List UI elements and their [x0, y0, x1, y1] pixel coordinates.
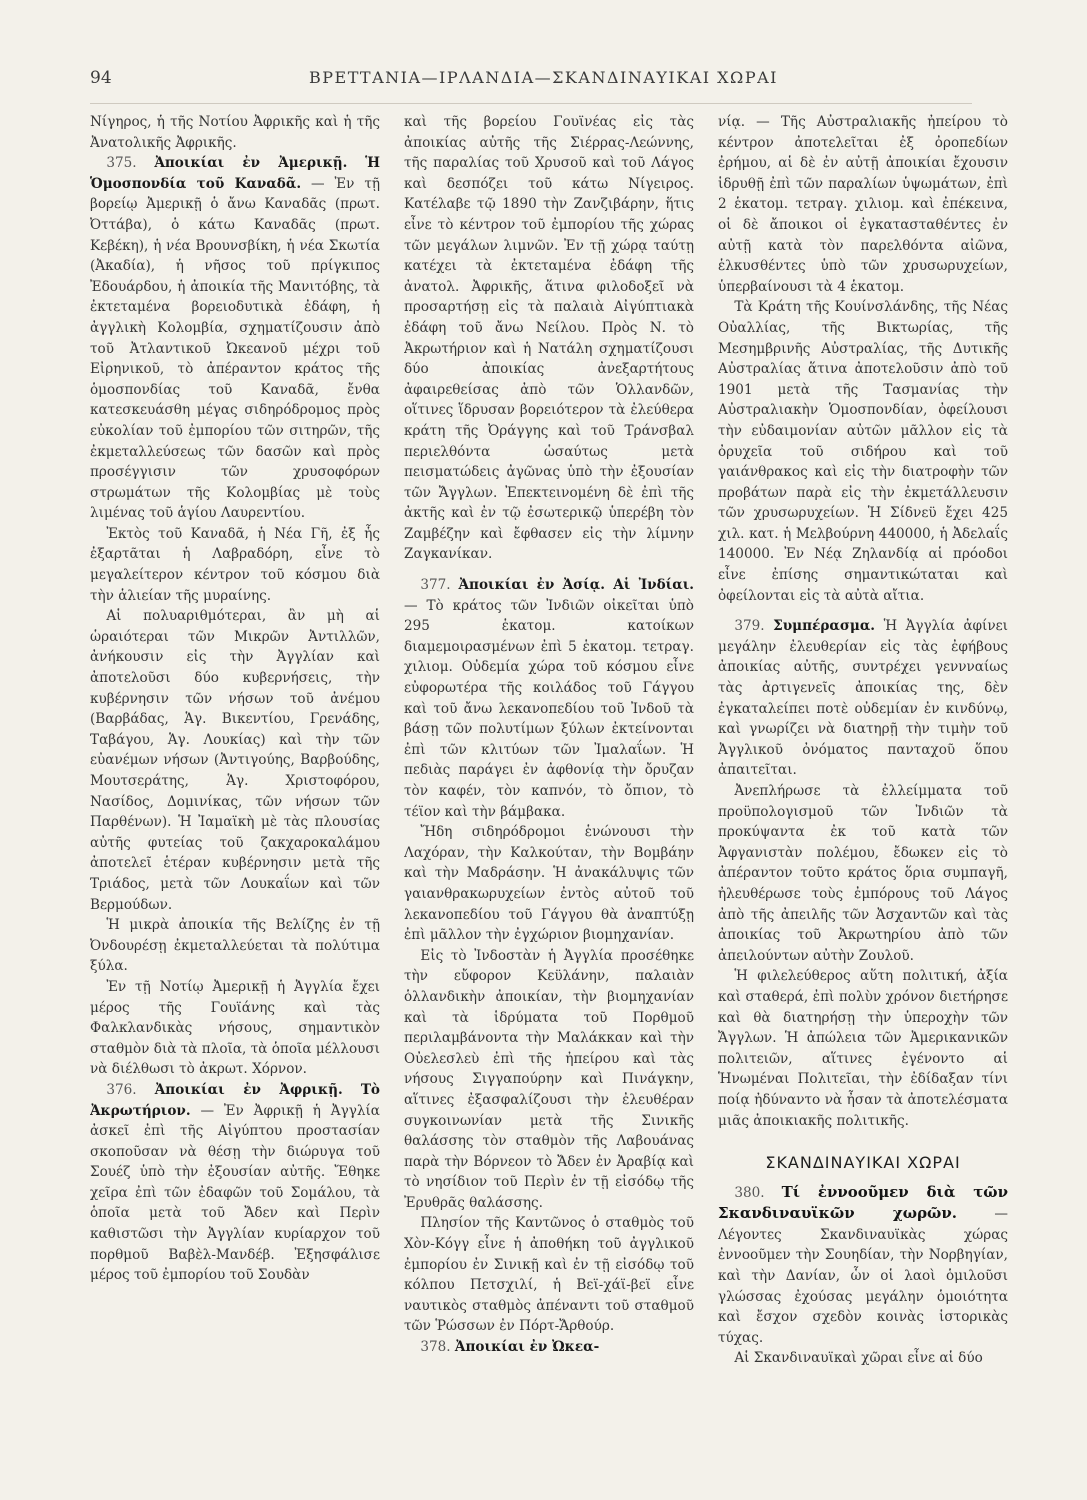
section-377	[404, 575, 694, 822]
header-rule	[90, 103, 972, 104]
section-title: Ἀποικίαι ἐν Ἀφρικῇ.	[154, 1081, 343, 1098]
section-number: 377.	[420, 577, 451, 594]
section-375	[90, 153, 380, 524]
section-title: Συμπέρασμα.	[773, 618, 876, 635]
chapter-heading: ΣΚΑΝΔΙΝΑΥΙΚΑΙ ΧΩΡΑΙ	[765, 1153, 961, 1173]
section-number: 380.	[734, 1184, 765, 1201]
paragraph: Ἀνεπλήρωσε τὰ ἐλλείμματα τοῦ προϋπολογισμοῦ τῶν Ἰνδιῶν τὰ προκύψαντα ἐκ τοῦ κατὰ τῶν Ἀφγανιστὰν πολέμου, ἔδωκεν εἰς τὸ ἀπέραντον τοῦτο κράτος ὅρια συμπαγῆ, ἠλευθέρωσε τοὺς ἐμπόρους τοῦ Λάγος ἀπὸ τῆς ἀπειλῆς τῶν Ἀσχαντῶν καὶ τὰς ἀποικίας τοῦ Ἀκρωτηρίου ἀπὸ τῶν ἀπειλούντων αὐτὴν Ζουλοῦ.	[718, 783, 1008, 964]
paragraph: Εἰς τὸ Ἰνδοστὰν ἡ Ἀγγλία προσέθηκε τὴν εὔφορον Κεϋλάνην, παλαιὰν ὁλλανδικὴν ἀποικίαν, τὴν βιομηχανίαν καὶ τὰ ἱδρύματα τοῦ Πορθμοῦ περιλαμβάνοντα τὴν Μαλάκκαν καὶ τὴν Οὐελεσλεὺ ἐπὶ τῆς ἠπείρου καὶ τὰς νήσους Σιγγαπούρην καὶ Πινάγκην, αἵτινες ἐξασφαλίζουσι τὴν ἐλευθέραν συγκοινωνίαν μετὰ τῆς Σινικῆς θαλάσσης τὸν σταθμὸν τῆς Λαβουάνας παρὰ τὴν Βόρνεον τὸ Ἄδεν ἐν Ἀραβίᾳ καὶ τὸ νησίδιον τοῦ Περὶν ἐν τῇ εἰσόδῳ τῆς Ἐρυθρᾶς θαλάσσης.	[404, 947, 694, 1211]
section-text: — Ἐν Ἀφρικῇ ἡ Ἀγγλία ἀσκεῖ ἐπὶ τῆς Αἰγύπτου προστασίαν σκοποῦσαν νὰ θέσῃ τὴν διώρυγα τοῦ Σουέζ ὑπὸ τὴν ἐξουσίαν αὐτῆς. Ἔθηκε χεῖρα ἐπὶ τῶν ἐδαφῶν τοῦ Σομάλου, τὰ ὁποῖα μετὰ τοῦ Ἄδεν καὶ Περὶν καθιστῶσι τὴν Ἀγγλίαν κυρίαρχον τοῦ πορθμοῦ Βαβὲλ-Μανδέβ. Ἐξησφάλισε μέρος τοῦ ἐμπορίου τοῦ Σουδὰν	[90, 1102, 380, 1284]
paragraph: καὶ τῆς βορείου Γουϊνέας εἰς τὰς ἀποικίας αὐτῆς τῆς Σιέρρας-Λεώννης, τῆς παραλίας τοῦ Χρυσοῦ καὶ τοῦ Λάγος καὶ δεσπόζει τοῦ κάτω Νίγειρος. Κατέλαβε τῷ 1890 τὴν Ζανζιβάρην, ἥτις εἶνε τὸ κέντρον τοῦ ἐμπορίου τῆς χώρας τῶν μεγάλων λιμνῶν. Ἐν τῇ χώρᾳ ταύτῃ κατέχει τὰ ἐκτεταμένα ἐδάφη τῆς ἀνατολ. Ἀφρικῆς, ἅτινα φιλοδοξεῖ νὰ προσαρτήσῃ εἰς τὰ παλαιὰ Αἰγύπτιακὰ ἐδάφη τοῦ ἄνω Νείλου. Πρὸς Ν. τὸ Ἀκρωτήριον καὶ ἡ Νατάλη σχηματίζουσι δύο ἀποικίας ἀνεξαρτήτους ἀφαιρεθείσας ἀπὸ τῶν Ὁλλανδῶν, οἵτινες ἵδρυσαν βορειότερον τὰ ἐλεύθερα κράτη τῆς Ὀράγγης καὶ τοῦ Τράνσβαλ περιελθόντα ὡσαύτως μετὰ πεισματώδεις ἀγῶνας ὑπὸ τὴν ἐξουσίαν τῶν Ἄγγλων. Ἐπεκτεινομένη δὲ ἐπὶ τῆς ἀκτῆς καὶ ἐν τῷ ἐσωτερικῷ ὑπερέβη τὸν Ζαμβέζην καὶ ἔφθασεν εἰς τὴν λίμνην Ζαγκανίκαν.	[404, 114, 694, 563]
column-middle	[404, 112, 694, 1432]
section-text: — Ἐν τῇ βορείῳ Ἀμερικῇ ὁ ἄνω Καναδᾶς (πρωτ. Ὀττάβα), ὁ κάτω Καναδᾶς (πρωτ. Κεβέκη), ἡ νέα Βρουνσβίκη, ἡ νέα Σκωτία (Ἀκαδία), ἡ νῆσος τοῦ πρίγκιπος Ἐδουάρδου, ἡ ἀποικία τῆς Μανιτόβης, τὰ ἐκτεταμένα βορειοδυτικὰ ἐδάφη, ἡ ἀγγλικὴ Κολομβία, σχηματίζουσιν ἀπὸ τοῦ Ἀτλαντικοῦ Ὠκεανοῦ μέχρι τοῦ Εἰρηνικοῦ, τὸ ἀπέραντον κράτος τῆς ὁμοσπονδίας τοῦ Καναδᾶ, ἔνθα κατεσκευάσθη μέγας σιδηρόδρομος πρὸς εὐκολίαν τοῦ ἐμπορίου τῶν σιτηρῶν, τῆς ἐκμεταλλεύσεως τῶν δασῶν καὶ πρὸς προσέγγισιν τῶν χρυσοφόρων στρωμάτων τῆς Κολομβίας μὲ τοὺς λιμένας τοῦ ἁγίου Λαυρεντίου.	[90, 175, 380, 522]
paragraph: Τὰ Κράτη τῆς Κουίνσλάνδης, τῆς Νέας Οὐαλλίας, τῆς Βικτωρίας, τῆς Μεσημβρινῆς Αὐστραλίας, τῆς Δυτικῆς Αὐστραλίας ἅτινα ἀποτελοῦσιν ἀπὸ τοῦ 1901 μετὰ τῆς Τασμανίας τὴν Αὐστραλιακὴν Ὁμοσπονδίαν, ὀφείλουσι τὴν εὐδαιμονίαν αὐτῶν μᾶλλον εἰς τὰ ὀρυχεῖα τοῦ σιδήρου καὶ τοῦ γαιάνθρακος καὶ εἰς τὴν διατροφὴν τῶν προβάτων παρὰ εἰς τὴν ἐκμετάλλευσιν τῶν χρυσωρυχείων. Ἡ Σίδνεϋ ἔχει 425 χιλ. κατ. ἡ Μελβούρνη 440000, ἡ Ἀδελαΐς 140000. Ἐν Νέᾳ Ζηλανδίᾳ αἱ πρόοδοι εἶνε ἐπίσης σημαντικώταται καὶ ὀφείλονται εἰς τὰ αὐτὰ αἴτια.	[718, 299, 1008, 604]
column-left	[90, 112, 380, 1432]
paragraph: Ἡ μικρὰ ἀποικία τῆς Βελίζης ἐν τῇ Ὀνδουρέσῃ ἐκμεταλλεύεται τὰ πολύτιμα ξύλα.	[90, 917, 380, 975]
section-number: 378.	[420, 1339, 451, 1356]
section-title: Τί ἐννοοῦμεν διὰ τῶν Σκανδιναυϊκῶν χωρῶν.	[718, 1182, 1008, 1223]
section-number: 375.	[106, 155, 137, 172]
paragraph: Πλησίον τῆς Καντῶνος ὁ σταθμὸς τοῦ Χὸν-Κόγγ εἶνε ἡ ἀποθήκη τοῦ ἀγγλικοῦ ἐμπορίου ἐν Σινικῇ καὶ ἐν τῇ εἰσόδῳ τοῦ κόλπου Πετσχιλί, ἡ Βεϊ-χάϊ-βεϊ εἶνε ναυτικὸς σταθμὸς ἀπέναντι τοῦ σταθμοῦ τῶν Ῥώσσων ἐν Πόρτ-Ἄρθούρ.	[404, 1215, 694, 1335]
paragraph: Ἐν τῇ Νοτίῳ Ἀμερικῇ ἡ Ἀγγλία ἔχει μέρος τῆς Γουϊάνης καὶ τὰς Φαλκλανδικὰς νήσους, σημαντικὸν σταθμὸν διὰ τὰ πλοῖα, τὰ ὁποῖα μέλλουσι νὰ διέλθωσι τὸ ἀκρωτ. Χόρνον.	[90, 978, 380, 1078]
running-title: ΒΡΕΤΤΑΝΙΑ—ΙΡΛΑΝΔΙΑ—ΣΚΑΝΔΙΝΑΥΙΚΑΙ ΧΩΡΑΙ	[309, 68, 778, 87]
paragraph: Νίγηρος, ἡ τῆς Νοτίου Ἀφρικῆς καὶ ἡ τῆς Ἀνατολικῆς Ἀφρικῆς.	[90, 114, 380, 151]
section-380	[718, 1182, 1008, 1349]
section-text: Ἡ Ἀγγλία ἀφίνει μεγάλην ἐλευθερίαν εἰς τὰς ἐφήβους ἀποικίας αὐτῆς, συντρέχει γεννναίως τὰς ἀρτιγενεῖς ἀποικίας της, δὲν ἐγκαταλείπει ποτὲ οὐδεμίαν ἐν κινδύνῳ, καὶ γνωρίζει νὰ διατηρῇ τὴν τιμὴν τοῦ Ἀγγλικοῦ ὀνόματος πανταχοῦ ὅπου ἀπαιτεῖται.	[718, 618, 1008, 779]
paragraph: Αἱ Σκανδιναυϊκαὶ χῶραι εἶνε αἱ δύο	[734, 1350, 983, 1367]
paragraph: Ἡ φιλελεύθερος αὕτη πολιτική, ἀξία καὶ σταθερά, ἐπὶ πολὺν χρόνον διετήρησε καὶ θὰ διατηρήσῃ τὴν ὑπεροχὴν τῶν Ἄγγλων. Ἡ ἀπώλεια τῶν Ἀμερικανικῶν πολιτειῶν, αἵτινες ἐγένοντο αἱ Ἡνωμέναι Πολιτεῖαι, τὴν ἐδίδαξαν τίνι ποίᾳ ἠδύναντο νὰ ἦσαν τὰ ἀποτελέσματα μιᾶς ἀποικιακῆς πολιτικῆς.	[718, 968, 1008, 1129]
section-378	[404, 1337, 694, 1358]
section-title: Ἀποικίαι ἐν Ὠκεα-	[454, 1339, 600, 1356]
paragraph: Ἐκτὸς τοῦ Καναδᾶ, ἡ Νέα Γῆ, ἐξ ἧς ἐξαρτᾶται ἡ Λαβραδόρη, εἶνε τὸ μεγαλείτερον κέντρον τοῦ κόσμου διὰ τὴν ἁλιείαν τῆς μυραίνης.	[90, 525, 380, 604]
section-number: 379.	[734, 618, 765, 635]
section-text: — Τὸ κράτος τῶν Ἰνδιῶν οἰκεῖται ὑπὸ 295 ἑκατομ. κατοίκων διαμεμοιρασμένων ἐπὶ 5 ἑκατομ. τετραγ. χιλιομ. Οὐδεμία χώρα τοῦ κόσμου εἶνε εὐφορωτέρα τῆς κοιλάδος τοῦ Γάγγου καὶ τοῦ ἄνω λεκανοπεδίου τοῦ Ἰνδοῦ τὰ βάσῃ τῶν πολυτίμων ξύλων ἐκτείνονται ἐπὶ τῶν κλιτύων τῶν Ἰμαλαΐων. Ἡ πεδιὰς παράγει ἐν ἀφθονίᾳ τὴν ὄρυζαν τὸν καφέν, τὸν καπνόν, τὸ ὄπιον, τὸ τέϊον καὶ τὴν βάμβακα.	[404, 597, 694, 820]
section-number: 376.	[106, 1081, 137, 1098]
page-number: 94	[90, 68, 112, 88]
paragraph: νίᾳ. — Τῆς Αὐστραλιακῆς ἠπείρου τὸ κέντρον ἀποτελεῖται ἐξ ὀροπεδίων ἐρήμου, αἱ δὲ ἐν αὐτῇ ἀποικίαι ἔχουσιν ἱδρυθῇ ἐπὶ τῶν παραλίων ὑψωμάτων, ἐπὶ 2 ἑκατομ. τετραγ. χιλιομ. καὶ ἐπέκεινα, οἱ δὲ ἄποικοι οἱ ἐγκατασταθέντες ἐν αὐτῇ κατὰ τὸν παρελθόντα αἰῶνα, ἑλκυσθέντες ὑπὸ τῶν χρυσωρυχείων, ὑπερβαίνουσι τὰ 4 ἑκατομ.	[718, 114, 1008, 295]
section-subtitle: Ἡ Ὁμοσπονδία τοῦ Καναδᾶ.	[90, 155, 380, 192]
section-title: Ἀποικίαι ἐν Ἀμερικῇ.	[154, 155, 348, 172]
section-title: Ἀποικίαι ἐν Ἀσίᾳ. Αἱ Ἰνδίαι.	[458, 577, 694, 594]
paragraph: Ἤδη σιδηρόδρομοι ἑνώνουσι τὴν Λαχόραν, τὴν Καλκούταν, τὴν Βομβάην καὶ τὴν Μαδράσην. Ἡ ἀνακάλυψις τῶν γαιανθρακωρυχείων ἐντὸς αὐτοῦ τοῦ λεκανοπεδίου τοῦ Γάγγου θὰ ἀναπτύξῃ ἐπὶ μᾶλλον τὴν ἐγχώριον βιομηχανίαν.	[404, 824, 694, 944]
paragraph: Αἱ πολυαριθμότεραι, ἂν μὴ αἱ ὡραιότεραι τῶν Μικρῶν Ἀντιλλῶν, ἀνήκουσιν εἰς τὴν Ἀγγλίαν καὶ ἀποτελοῦσι δύο κυβερνήσεις, τὴν κυβέρνησιν τῶν νήσων τοῦ ἀνέμου (Βαρβάδας, Ἁγ. Βικεντίου, Γρενάδης, Ταβάγου, Ἁγ. Λουκίας) καὶ τὴν τῶν εὐανέμων νήσων (Ἀντιγούης, Βαρβούδης, Μουτσεράτης, Ἁγ. Χριστοφόρου, Νασίδος, Δομινίκας, τῶν νήσων τῶν Παρθένων). Ἡ Ἰαμαϊκὴ μὲ τὰς πλουσίας αὐτῆς φυτείας τοῦ ζακχαροκαλάμου ἀποτελεῖ ἑτέραν κυβέρνησιν μετὰ τῆς Τριάδος, μετὰ τῶν Λουκαΐων καὶ τῶν Βερμούδων.	[90, 608, 380, 913]
column-right	[718, 112, 1008, 1432]
section-text: — Λέγοντες Σκανδιναυϊκὰς χώρας ἐννοοῦμεν τὴν Σουηδίαν, τὴν Νορβηγίαν, καὶ τὴν Δανίαν, ὧν οἱ λαοὶ ὁμιλοῦσι γλώσσας ἐχούσας μεγάλην ὁμοιότητα καὶ ἔσχον σχεδὸν κοινὰς ἱστορικὰς τύχας.	[718, 1206, 1008, 1346]
section-379	[718, 616, 1008, 781]
section-376	[90, 1080, 380, 1286]
section-subtitle: Τὸ Ἀκρωτήριον.	[90, 1081, 380, 1119]
